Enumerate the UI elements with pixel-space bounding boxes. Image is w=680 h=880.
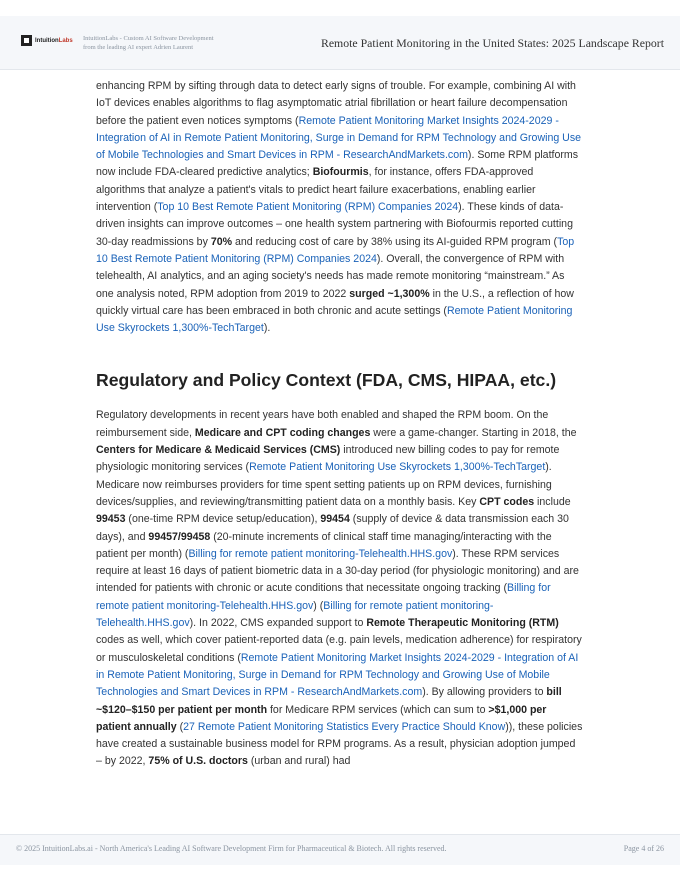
paragraph-ai-rpm: enhancing RPM by sifting through data to detect early signs of trouble. For example, combining AI with IoT devices enables algorithms to flag asymptomatic atrial fibrillation or heart failure decompensation before the patient even notices symptoms (Remote Patient Monitoring Market Insights 2024-2029 - Integration of AI in Remote Patient Monitoring, Surge in Demand for RPM Technology and Growing Use of Mobile Technologies and Smart Devices in RPM - ResearchAndMarkets.com). Some RPM platforms now include FDA-cleared predictive analytics; Biofourmis, for instance, offers FDA-approved algorithms that analyze a patient's vitals to predict heart failure exacerbations, enabling earlier intervention (Top 10 Best Remote Patient Monitoring (RPM) Companies 2024). These kinds of data-driven insights can improve outcomes – one health system partnering with Biofourmis reported cutting 30-day readmissions by 70% and reducing cost of care by 38% using its AI-guided RPM program (Top 10 Best Remote Patient Monitoring (RPM) Companies 2024). Overall, the convergence of RPM with telehealth, AI analytics, and an aging society's needs has made remote monitoring “mainstream.” As one analysis noted, RPM adoption from 2019 to 2022 surged ~1,300% in the U.S., a reflection of how quickly virtual care has been embraced in both chronic and acute settings (Remote Patient Monitoring Use Skyrockets 1,300%-TechTarget).: [96, 80, 582, 335]
citation-link[interactable]: Top 10 Best Remote Patient Monitoring (RPM) Companies 2024: [157, 201, 459, 214]
citation-link[interactable]: Remote Patient Monitoring Market Insights 2024-2029 - Integration of AI in Remote Patient Monitoring, Surge in Demand for RPM Technology and Growing Use of Mobile Technologies and Smart Devices in RPM - ResearchAndMarkets.com: [96, 114, 582, 162]
main-content: [96, 78, 584, 771]
citation-link[interactable]: Top 10 Best Remote Patient Monitoring (RPM) Companies 2024: [96, 235, 575, 265]
brand-logo[interactable]: [21, 35, 73, 46]
page-footer: [0, 834, 680, 865]
logo-wordmark: IntuitionLabs: [35, 37, 73, 44]
footer-copyright: © 2025 IntuitionLabs.ai - North America's Leading AI Software Development Firm for Pharmaceutical & Biotech. All rights reserved.: [16, 844, 447, 853]
section-heading: Regulatory and Policy Context (FDA, CMS, HIPAA, etc.): [96, 370, 557, 391]
citation-link[interactable]: Remote Patient Monitoring Use Skyrockets 1,300%-TechTarget: [249, 461, 546, 474]
citation-link[interactable]: 27 Remote Patient Monitoring Statistics Every Practice Should Know: [183, 720, 506, 733]
citation-link[interactable]: Remote Patient Monitoring Use Skyrockets 1,300%-TechTarget: [96, 304, 573, 335]
document-title: Remote Patient Monitoring in the United States: 2025 Landscape Report: [320, 36, 664, 50]
citation-link[interactable]: Remote Patient Monitoring Market Insights 2024-2029 - Integration of AI in Remote Patient Monitoring, Surge in Demand for RPM Technology and Growing Use of Mobile Technologies and Smart Devices in RPM - ResearchAndMarkets.com: [96, 651, 579, 699]
header-tagline: IntuitionLabs - Custom AI Software Development from the leading AI expert Adrien Laurent: [83, 35, 214, 51]
citation-link[interactable]: Billing for remote patient monitoring-Telehealth.HHS.gov: [96, 582, 551, 612]
citation-link[interactable]: Billing for remote patient monitoring-Telehealth.HHS.gov: [188, 547, 453, 560]
logo-icon: [21, 35, 32, 46]
page-number: Page 4 of 26: [623, 844, 664, 853]
paragraph-regulatory: Regulatory developments in recent years have both enabled and shaped the RPM boom. On the reimbursement side, Medicare and CPT coding changes were a game-changer. Starting in 2018, the Centers for Medicare & Medicaid Services (CMS) introduced new billing codes to pay for remote physiologic monitoring services (Remote Patient Monitoring Use Skyrockets 1,300%-TechTarget). Medicare now reimburses providers for time spent setting patients up on RPM devices, furnishing devices/supplies, and reviewing/transmitting patient data on a monthly basis. Key CPT codes include 99453 (one-time RPM device setup/education), 99454 (supply of device & data transmission each 30 days), and 99457/99458 (20-minute increments of clinical staff time managing/interacting with the patient per month) (Billing for remote patient monitoring-Telehealth.HHS.gov). These RPM services require at least 16 days of patient biometric data in a 30-day period (for physiologic monitoring) and are intended for patients with chronic or acute conditions that necessitate ongoing tracking (Billing for remote patient monitoring-Telehealth.HHS.gov) (Billing for remote patient monitoring-Telehealth.HHS.gov). In 2022, CMS expanded support to Remote Therapeutic Monitoring (RTM) codes as well, which cover patient-reported data (e.g. pain levels, medication adherence) for respiratory or musculoskeletal conditions (Remote Patient Monitoring Market Insights 2024-2029 - Integration of AI in Remote Patient Monitoring, Surge in Demand for RPM Technology and Growing Use of Mobile Technologies and Smart Devices in RPM - ResearchAndMarkets.com). By allowing providers to bill ~$120–$150 per patient per month for Medicare RPM services (which can sum to >$1,000 per patient annually (27 Remote Patient Monitoring Statistics Every Practice Should Know)), these policies have created a sustainable business model for RPM programs. As a result, physician adoption jumped – by 2022, 75% of U.S. doctors (urban and rural) had: [96, 409, 583, 768]
page-header: [0, 16, 680, 70]
citation-link[interactable]: Billing for remote patient monitoring-Telehealth.HHS.gov: [96, 599, 494, 630]
